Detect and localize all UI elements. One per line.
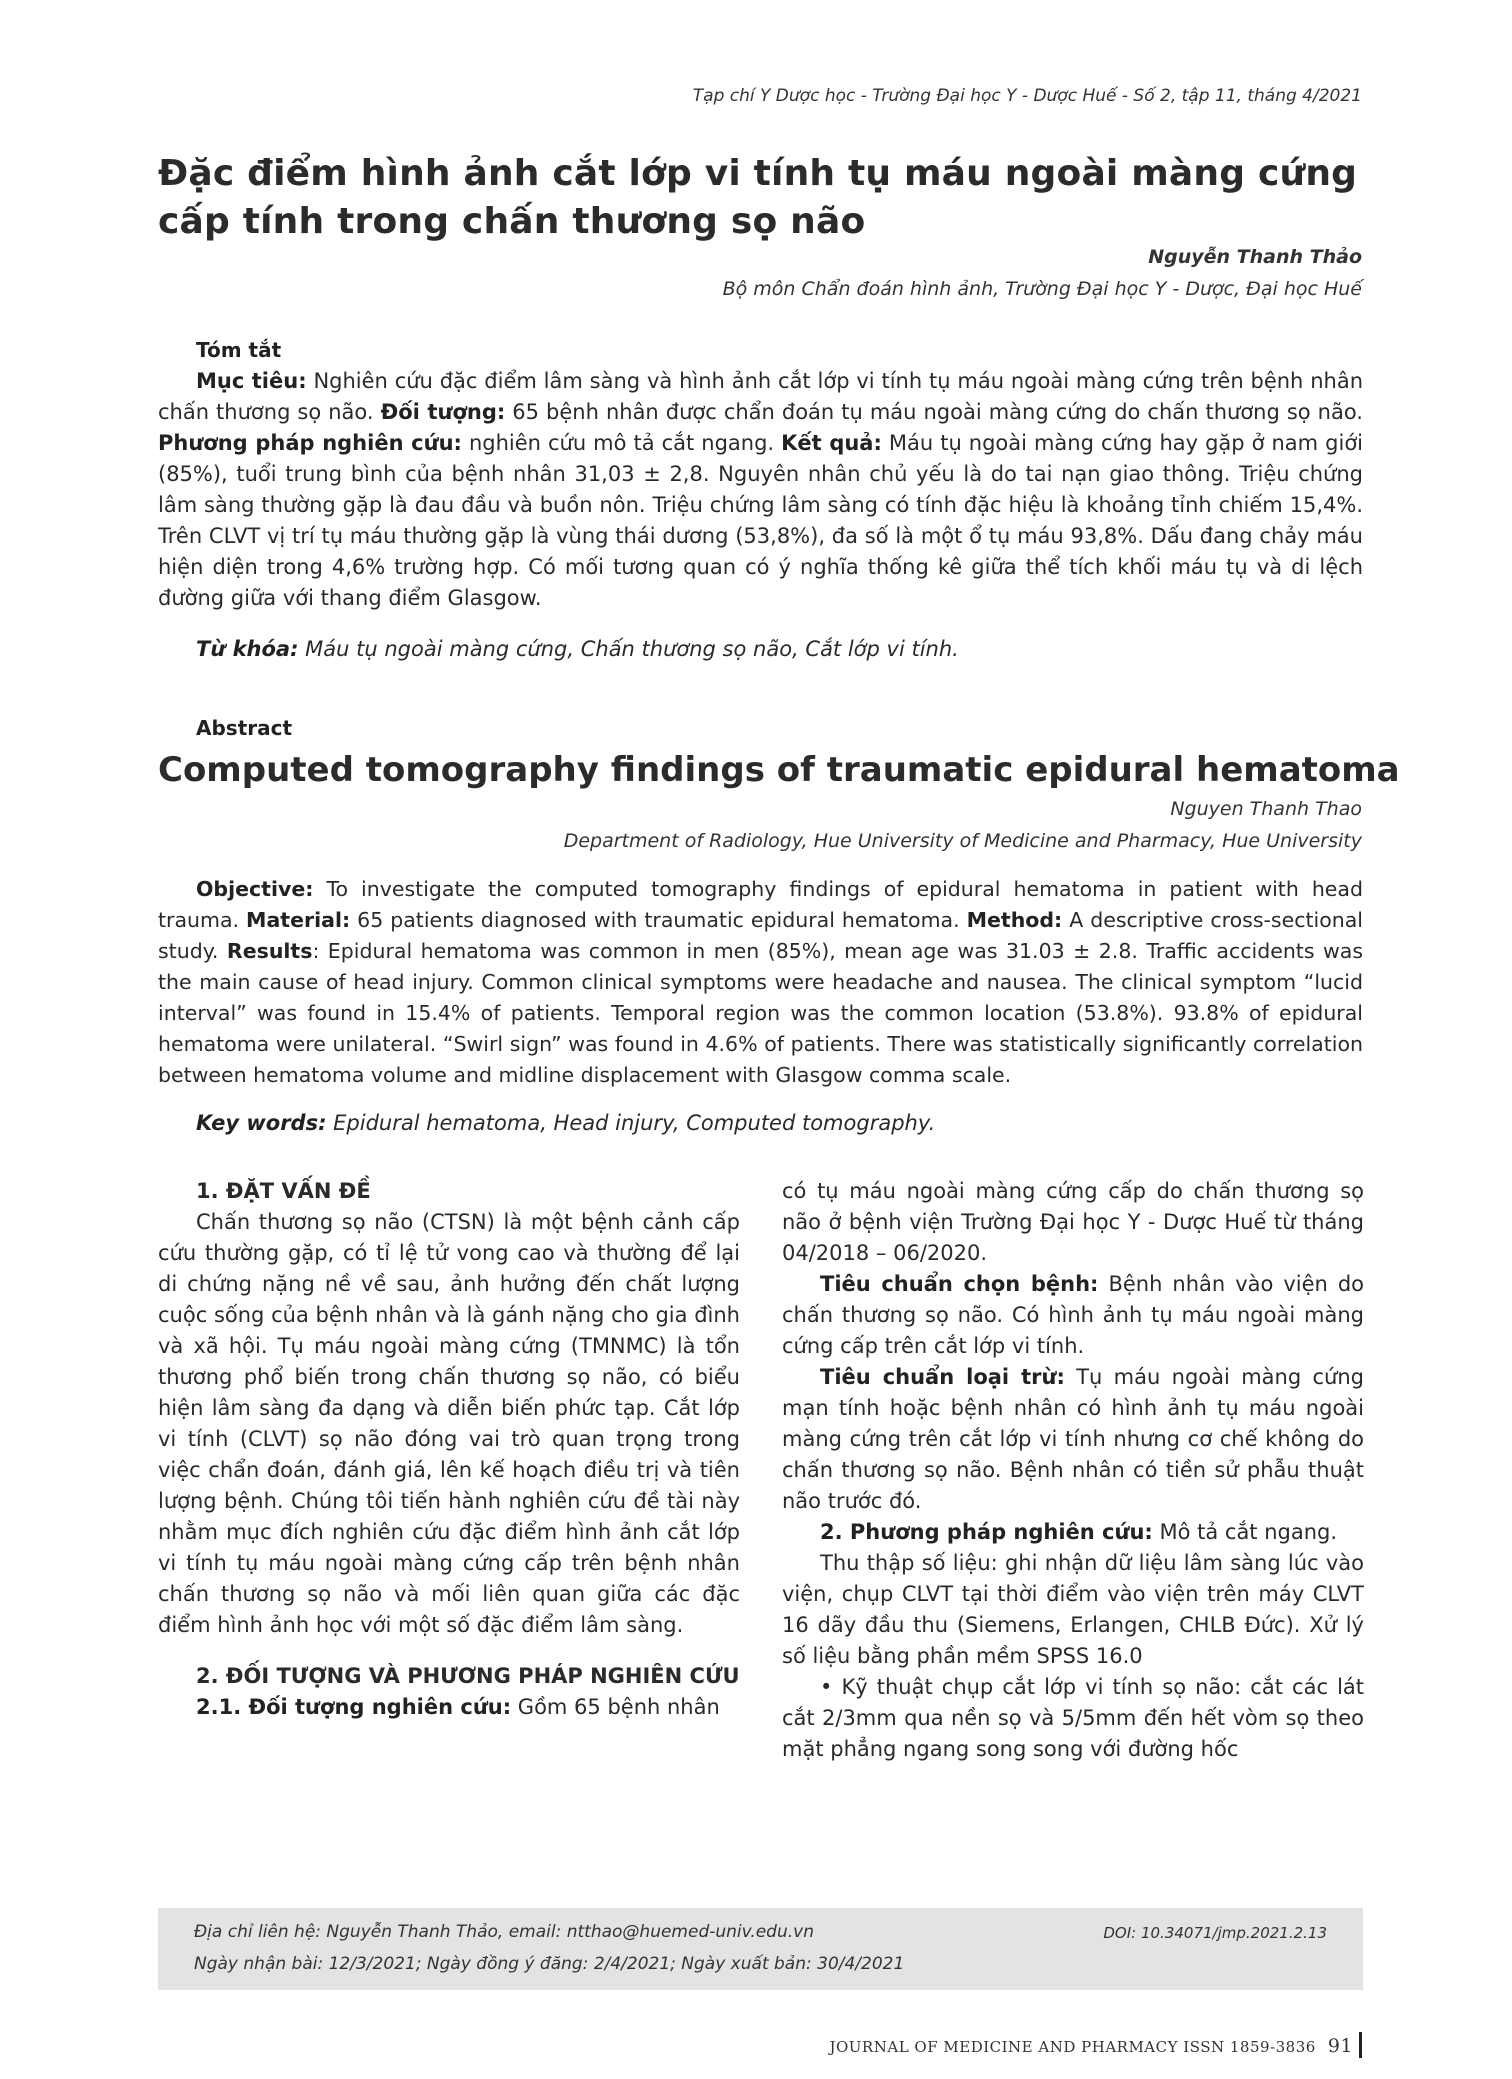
- inclusion-text: Bệnh nhân vào viện do chấn thương sọ não. Có hình ảnh tụ máu ngoài màng cứng cấp trên cắt lớp vi tính.: [782, 1272, 1365, 1358]
- en-abstract-heading: Abstract: [196, 716, 293, 740]
- en-objective: To investigate the computed tomography findings of epidural hematoma in patient with head trauma.: [158, 877, 1363, 932]
- vn-method: nghiên cứu mô tả cắt ngang.: [461, 431, 782, 455]
- page-number: 91: [1327, 2035, 1353, 2057]
- data-collection-text: Thu thập số liệu: ghi nhận dữ liệu lâm sàng lúc vào viện, chụp CLVT tại thời điểm vào viện trên máy CLVT 16 dãy đầu thu (Siemens, Erlangen, CHLB Đức). Xử lý số liệu bằng phần mềm SPSS 16.0: [782, 1551, 1364, 1668]
- page-title: Đặc điểm hình ảnh cắt lớp vi tính tụ máu ngoài màng cứng cấp tính trong chấn thương sọ não: [158, 153, 1358, 242]
- body-left-column: [158, 1176, 740, 1723]
- contact-footer-box: [158, 1908, 1363, 1990]
- en-material-label: Material:: [246, 908, 351, 932]
- vn-keywords: [196, 634, 1346, 665]
- section-1-text: Chấn thương sọ não (CTSN) là một bệnh cảnh cấp cứu thường gặp, có tỉ lệ tử vong cao và thường để lại di chứng nặng nề về sau, ảnh hưởng đến chất lượng cuộc sống của bệnh nhân và là gánh nặng cho gia đình và xã hội. Tụ máu ngoài màng cứng (TMNMC) là tổn thương phổ biến trong chấn thương sọ não, có biểu hiện lâm sàng đa dạng và diễn biến phức tạp. Cắt lớp vi tính (CLVT) sọ não đóng vai trò quan trọng trong việc chẩn đoán, đánh giá, lên kế hoạch điều trị và tiên lượng bệnh. Chúng tôi tiến hành nghiên cứu đề tài này nhằm mục đích nghiên cứu đặc điểm hình ảnh cắt lớp vi tính tụ máu ngoài màng cứng cấp trên bệnh nhân chấn thương sọ não và mối liên quan giữa các đặc điểm hình ảnh học với một số đặc điểm lâm sàng.: [158, 1210, 740, 1637]
- section-2-1-label: 2.1. Đối tượng nghiên cứu:: [196, 1695, 512, 1719]
- page-footer-journal: JOURNAL OF MEDICINE AND PHARMACY ISSN 1859-3836: [829, 2038, 1316, 2056]
- en-material: 65 patients diagnosed with traumatic epidural hematoma.: [350, 908, 967, 932]
- en-objective-label: Objective:: [196, 877, 314, 901]
- vn-objective-label: Mục tiêu:: [196, 369, 307, 393]
- vn-subject-label: Đối tượng:: [380, 400, 506, 424]
- en-keywords-label: Key words:: [196, 1111, 327, 1135]
- vn-objective: Nghiên cứu đặc điểm lâm sàng và hình ảnh cắt lớp vi tính tụ máu ngoài màng cứng trên bệnh nhân chấn thương sọ não.: [158, 369, 1363, 424]
- vn-abstract-heading: Tóm tắt: [196, 338, 282, 362]
- section-1-heading: 1. ĐẶT VẤN ĐỀ: [196, 1179, 371, 1203]
- vn-results-label: Kết quả:: [781, 431, 882, 455]
- publication-dates: Ngày nhận bài: 12/3/2021; Ngày đồng ý đăng: 2/4/2021; Ngày xuất bản: 30/4/2021: [194, 1954, 905, 1974]
- en-results-label: Results: [226, 939, 313, 963]
- page-footer-rule: [1359, 2032, 1362, 2058]
- doi: DOI: 10.34071/jmp.2021.2.13: [1103, 1924, 1327, 1942]
- vn-results: Máu tụ ngoài màng cứng hay gặp ở nam giới (85%), tuổi trung bình của bệnh nhân 31,03 ± 2,8. Nguyên nhân chủ yếu là do tai nạn giao thông. Triệu chứng lâm sàng thường gặp là đau đầu và buồn nôn. Triệu chứng lâm sàng có tính đặc hiệu là khoảng tỉnh chiếm 15,4%. Trên CLVT vị trí tụ máu thường gặp là vùng thái dương (53,8%), đa số là một ổ tụ máu 93,8%. Dấu đang chảy máu hiện diện trong 4,6% trường hợp. Có mối tương quan có ý nghĩa thống kê giữa thể tích khối máu tụ và di lệch đường giữa với thang điểm Glasgow.: [158, 431, 1363, 610]
- en-abstract-body: [158, 874, 1363, 1091]
- page-footer: [829, 2032, 1362, 2058]
- section-2-2: [782, 1517, 1364, 1548]
- technique-text: • Kỹ thuật chụp cắt lớp vi tính sọ não: cắt các lát cắt 2/3mm qua nền sọ và 5/5mm đến hết vòm sọ theo mặt phẳng ngang song song với đường hốc: [782, 1675, 1364, 1761]
- inclusion-label: Tiêu chuẩn chọn bệnh:: [820, 1272, 1099, 1296]
- exclusion-criteria: [782, 1362, 1364, 1517]
- exclusion-label: Tiêu chuẩn loại trừ:: [820, 1365, 1065, 1389]
- section-2-heading: 2. ĐỐI TƯỢNG VÀ PHƯƠNG PHÁP NGHIÊN CỨU: [196, 1664, 740, 1688]
- section-2-1: [158, 1692, 740, 1723]
- en-method: A descriptive cross-sectional study.: [158, 908, 1363, 963]
- en-author-affiliation: Department of Radiology, Hue University of Medicine and Pharmacy, Hue University: [563, 830, 1362, 852]
- inclusion-criteria: [782, 1269, 1364, 1362]
- en-keywords: [196, 1108, 1346, 1139]
- vn-keywords-label: Từ khóa:: [196, 637, 299, 661]
- section-2-1-text: Gồm 65 bệnh nhân: [511, 1695, 720, 1719]
- section-2-2-label: 2. Phương pháp nghiên cứu:: [820, 1520, 1153, 1544]
- vn-method-label: Phương pháp nghiên cứu:: [158, 431, 462, 455]
- contact-info: Địa chỉ liên hệ: Nguyễn Thanh Thảo, email: ntthao@huemed-univ.edu.vn: [194, 1922, 814, 1942]
- section-2-2-text: Mô tả cắt ngang.: [1152, 1520, 1338, 1544]
- en-author-name: Nguyen Thanh Thao: [1170, 798, 1362, 820]
- en-results: : Epidural hematoma was common in men (85%), mean age was 31.03 ± 2.8. Traffic accidents was the main cause of head injury. Common clinical symptoms were headache and nausea. The clinical symptom “lucid interval” was found in 15.4% of patients. Temporal region was the common location (53.8%). 93.8% of epidural hematoma were unilateral. “Swirl sign” was found in 4.6% of patients. There was statistically significantly correlation between hematoma volume and midline displacement with Glasgow comma scale.: [158, 939, 1363, 1087]
- en-method-label: Method:: [966, 908, 1063, 932]
- vn-keywords-text: Máu tụ ngoài màng cứng, Chấn thương sọ não, Cắt lớp vi tính.: [298, 637, 959, 661]
- body-right-column: [782, 1176, 1364, 1765]
- journal-header: Tạp chí Y Dược học - Trường Đại học Y - Dược Huế - Số 2, tập 11, tháng 4/2021: [692, 86, 1362, 106]
- continued-text: có tụ máu ngoài màng cứng cấp do chấn thương sọ não ở bệnh viện Trường Đại học Y - Dược Huế từ tháng 04/2018 – 06/2020.: [782, 1179, 1364, 1265]
- author-affiliation: Bộ môn Chẩn đoán hình ảnh, Trường Đại học Y - Dược, Đại học Huế: [722, 278, 1362, 300]
- vn-subject: 65 bệnh nhân được chẩn đoán tụ máu ngoài màng cứng do chấn thương sọ não.: [505, 400, 1363, 424]
- vn-abstract-body: [158, 366, 1363, 614]
- en-title: Computed tomography findings of traumatic epidural hematoma: [158, 750, 1400, 790]
- exclusion-text: Tụ máu ngoài màng cứng mạn tính hoặc bệnh nhân có hình ảnh tụ máu ngoài màng cứng trên cắt lớp vi tính nhưng cơ chế không do chấn thương sọ não. Bệnh nhân có tiền sử phẫu thuật não trước đó.: [782, 1365, 1364, 1513]
- author-name: Nguyễn Thanh Thảo: [1148, 246, 1362, 268]
- en-keywords-text: Epidural hematoma, Head injury, Computed tomography.: [326, 1111, 936, 1135]
